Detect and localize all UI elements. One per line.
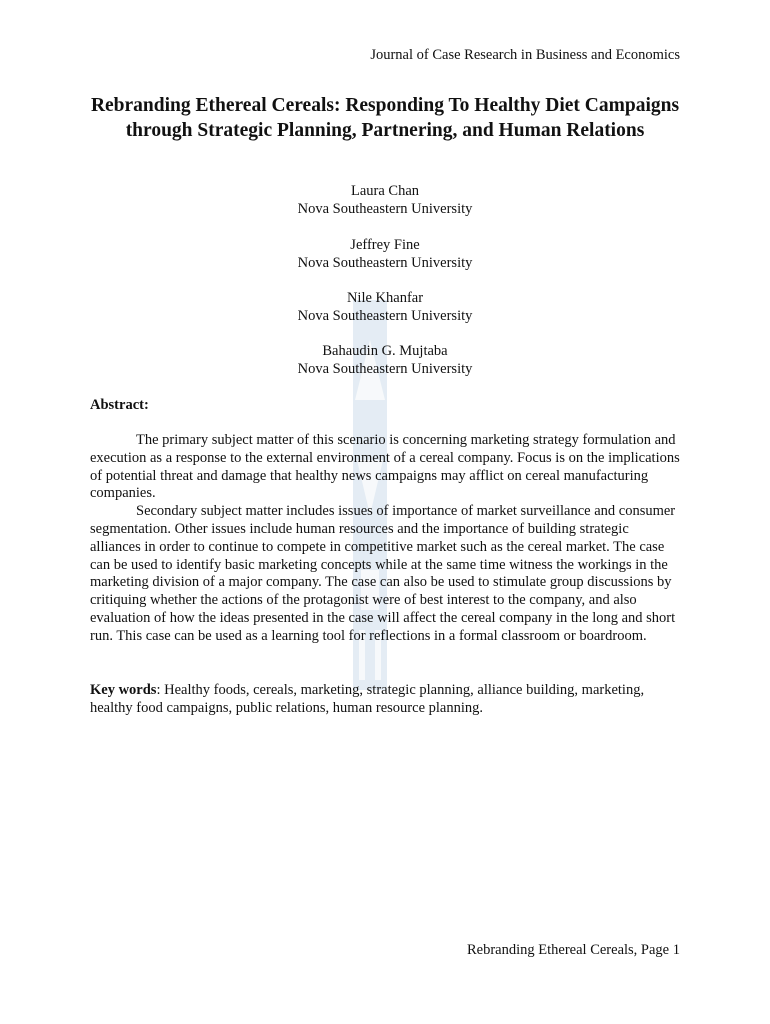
author-name: Jeffrey Fine bbox=[350, 237, 420, 253]
abstract-paragraph: Secondary subject matter includes issues of importance of market surveillance and consumer segmentation. Other issues include human resources and the importance of building strategic alliances in order to continue to compete in competitive market such as the cereal market. The case can be used to identify basic marketing concepts while at the same time witness the workings in the marketing division of a major company. The case can also be used to stimulate group discussions by critiquing whether the actions of the protagonist were of best interest to the company, and also evaluation of how the ideas presented in the case will affect the cereal company in the long and short run. This case can be used as a learning tool for reflections in a formal classroom or boardroom. bbox=[90, 503, 676, 644]
author-block bbox=[90, 236, 680, 272]
keywords-label: Key words bbox=[90, 682, 157, 698]
running-head: Journal of Case Research in Business and Economics bbox=[370, 47, 680, 63]
author-affiliation: Nova Southeastern University bbox=[297, 255, 473, 271]
abstract-body bbox=[90, 432, 680, 646]
author-name: Nile Khanfar bbox=[346, 290, 424, 306]
abstract-paragraph: The primary subject matter of this scenario is concerning marketing strategy formulation and execution as a response to the external environment of a cereal company. Focus is on the implications of potential threat and damage that healthy news campaigns may afflict on cereal manufacturing companies. bbox=[90, 432, 680, 502]
keywords bbox=[90, 682, 680, 718]
paper-title: Rebranding Ethereal Cereals: Responding To Healthy Diet Campaigns through Strategic Planning, Partnering, and Human Relations bbox=[90, 95, 680, 141]
author-name: Bahaudin G. Mujtaba bbox=[322, 343, 448, 359]
author-block bbox=[90, 182, 680, 218]
author-affiliation: Nova Southeastern University bbox=[297, 361, 473, 377]
author-affiliation: Nova Southeastern University bbox=[297, 308, 473, 324]
abstract-heading: Abstract: bbox=[90, 397, 149, 413]
author-affiliation: Nova Southeastern University bbox=[297, 201, 473, 217]
author-block bbox=[90, 342, 680, 378]
author-block bbox=[90, 289, 680, 325]
page-footer: Rebranding Ethereal Cereals, Page 1 bbox=[467, 942, 680, 958]
author-name: Laura Chan bbox=[350, 183, 420, 199]
keywords-text: : Healthy foods, cereals, marketing, strategic planning, alliance building, marketing, healthy food campaigns, public relations, human resource planning. bbox=[90, 682, 645, 716]
